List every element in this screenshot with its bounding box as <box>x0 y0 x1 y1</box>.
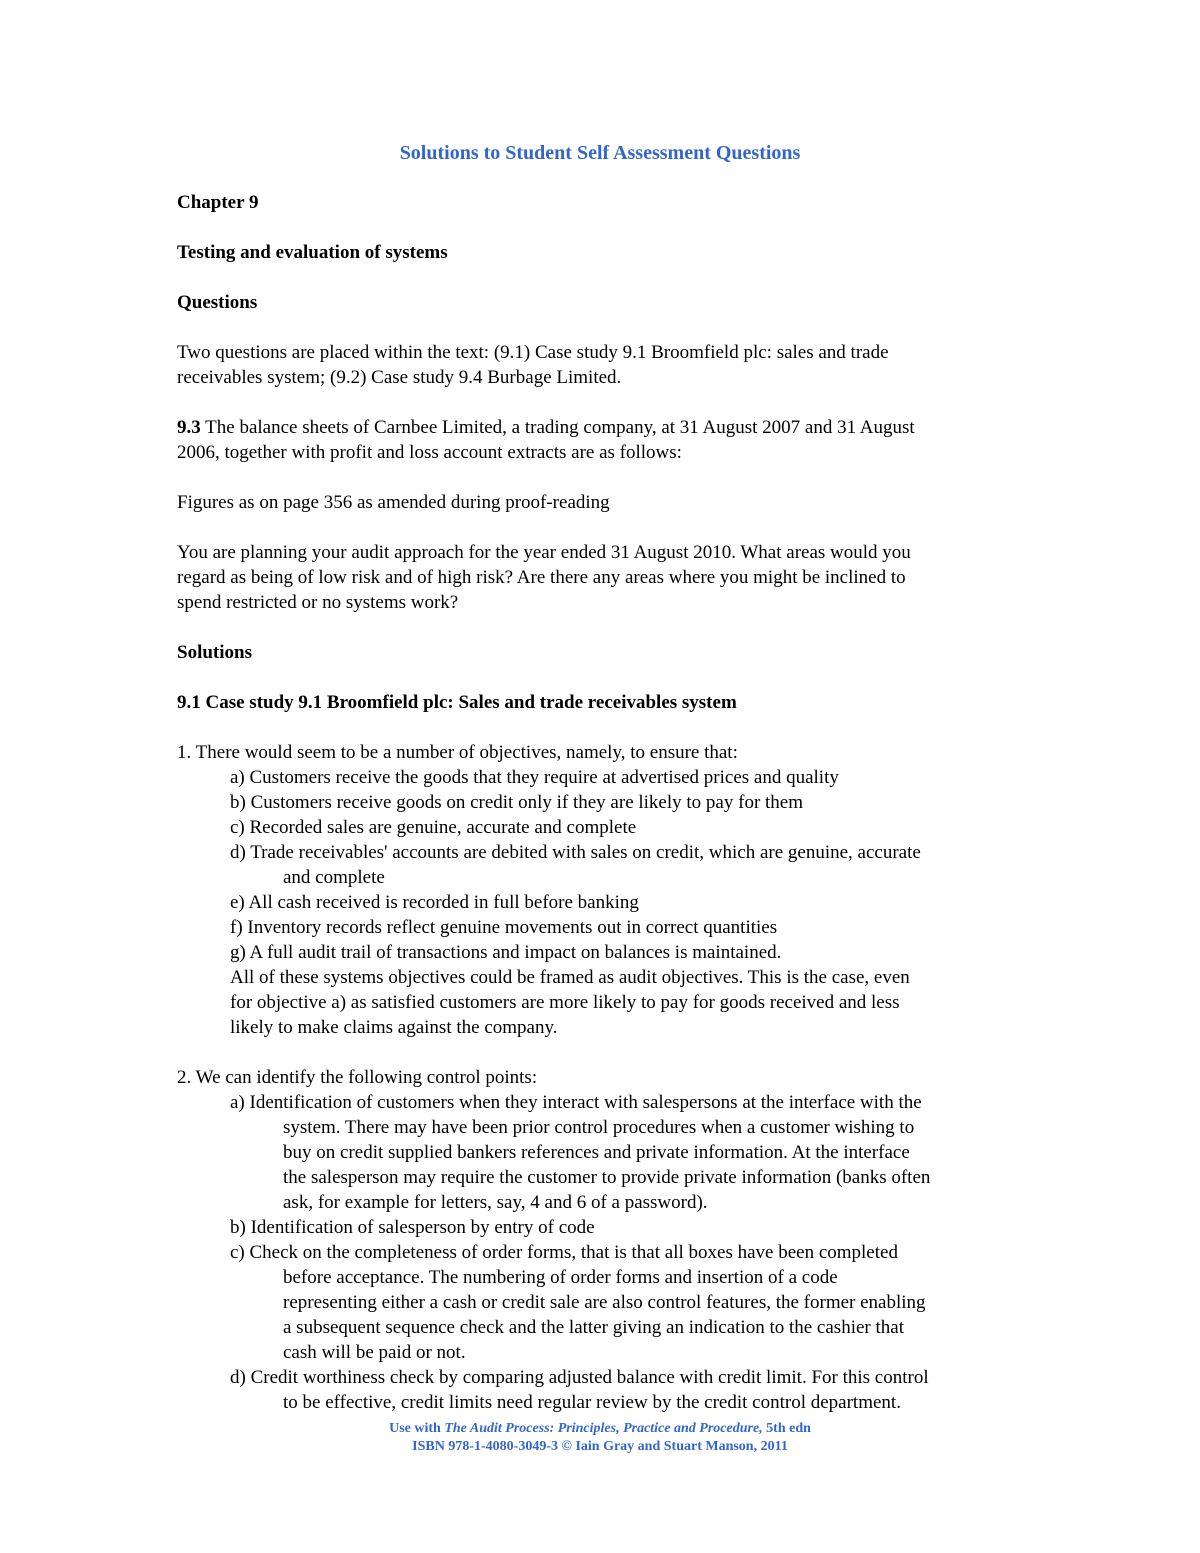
question-9-3 <box>177 415 1037 440</box>
list-item-continuation: buy on credit supplied bankers references and private information. At the interface <box>283 1142 910 1163</box>
list-item: d) Credit worthiness check by comparing adjusted balance with credit limit. For this control <box>230 1367 929 1388</box>
list-item: d) Trade receivables' accounts are debited with sales on credit, which are genuine, accurate <box>230 842 921 863</box>
list-item-continuation: the salesperson may require the customer to provide private information (banks often <box>283 1167 931 1188</box>
list-item-continuation: to be effective, credit limits need regular review by the credit control department. <box>283 1392 901 1413</box>
case-study-heading: 9.1 Case study 9.1 Broomfield plc: Sales and trade receivables system <box>177 692 737 713</box>
planning-text: regard as being of low risk and of high risk? Are there any areas where you might be inclined to <box>177 567 906 588</box>
objectives-list <box>230 765 1037 1040</box>
list-item-continuation: representing either a cash or credit sale are also control features, the former enabling <box>283 1292 926 1313</box>
page-title: Solutions to Student Self Assessment Questions <box>399 142 801 164</box>
list-item: f) Inventory records reflect genuine movements out in correct quantities <box>230 917 778 938</box>
list-item: c) Recorded sales are genuine, accurate and complete <box>230 817 637 838</box>
solutions-heading: Solutions <box>177 642 252 663</box>
list-item-continuation: before acceptance. The numbering of order forms and insertion of a code <box>283 1267 838 1288</box>
objectives-note: likely to make claims against the company. <box>230 1017 558 1038</box>
list-item-continuation: ask, for example for letters, say, 4 and 6 of a password). <box>283 1192 708 1213</box>
questions-heading: Questions <box>177 292 258 313</box>
figures-note: Figures as on page 356 as amended during proof-reading <box>177 492 610 513</box>
planning-text: spend restricted or no systems work? <box>177 592 459 613</box>
chapter-heading: Chapter 9 <box>177 192 259 213</box>
objectives-note: for objective a) as satisfied customers are more likely to pay for goods received and less <box>230 992 900 1013</box>
control-points-list <box>230 1090 1037 1415</box>
list-item: g) A full audit trail of transactions and impact on balances is maintained. <box>230 942 782 963</box>
chapter-title: Testing and evaluation of systems <box>177 242 448 263</box>
footer-isbn: ISBN 978-1-4080-3049-3 © Iain Gray and Stuart Manson, 2011 <box>412 1439 788 1454</box>
list-item: b) Identification of salesperson by entry of code <box>230 1217 595 1238</box>
solution-2-intro: 2. We can identify the following control points: <box>177 1067 538 1088</box>
objectives-note: All of these systems objectives could be framed as audit objectives. This is the case, even <box>230 967 910 988</box>
document-body <box>177 190 1037 1415</box>
list-item: a) Identification of customers when they interact with salespersons at the interface with the <box>230 1092 922 1113</box>
list-item: c) Check on the completeness of order forms, that is that all boxes have been completed <box>230 1242 898 1263</box>
intro-line: receivables system; (9.2) Case study 9.4 Burbage Limited. <box>177 367 622 388</box>
list-item-continuation: a subsequent sequence check and the latter giving an indication to the cashier that <box>283 1317 904 1338</box>
list-item: e) All cash received is recorded in full before banking <box>230 892 639 913</box>
footer-book-title: The Audit Process: Principles, Practice and Procedure, <box>444 1421 763 1436</box>
footer-usage <box>0 1420 1200 1438</box>
planning-text: You are planning your audit approach for the year ended 31 August 2010. What areas would you <box>177 542 911 563</box>
list-item-continuation: and complete <box>283 867 385 888</box>
list-item-continuation: cash will be paid or not. <box>283 1342 466 1363</box>
footer-edition: 5th edn <box>762 1421 811 1436</box>
solution-1-intro: 1. There would seem to be a number of objectives, namely, to ensure that: <box>177 742 738 763</box>
intro-line: Two questions are placed within the text: (9.1) Case study 9.1 Broomfield plc: sales and trade <box>177 342 889 363</box>
list-item-continuation: system. There may have been prior control procedures when a customer wishing to <box>283 1117 915 1138</box>
question-text: The balance sheets of Carnbee Limited, a trading company, at 31 August 2007 and 31 August <box>200 417 915 438</box>
footer-prefix: Use with <box>389 1421 445 1436</box>
list-item: a) Customers receive the goods that they require at advertised prices and quality <box>230 767 839 788</box>
page-footer <box>0 1420 1200 1456</box>
question-text: 2006, together with profit and loss account extracts are as follows: <box>177 442 682 463</box>
list-item: b) Customers receive goods on credit only if they are likely to pay for them <box>230 792 804 813</box>
question-number: 9.3 <box>177 417 201 438</box>
